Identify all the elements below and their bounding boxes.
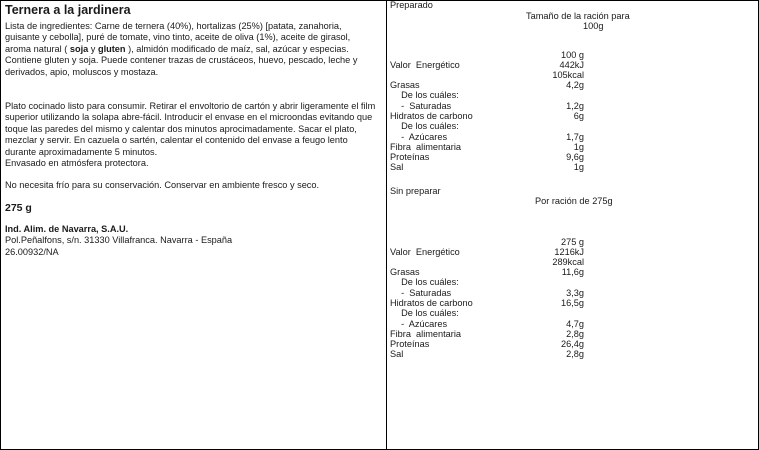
column-divider [386, 0, 387, 450]
row-label: Proteínas [390, 152, 430, 162]
row-value: 1g [573, 162, 584, 172]
net-weight: 275 g [5, 201, 32, 214]
packaging-note: Envasado en atmósfera protectora. [5, 158, 149, 169]
unprepared-base: 275 g [561, 237, 584, 247]
row-value: 2,8g [566, 349, 584, 359]
row-value: 2,8g [566, 329, 584, 339]
row-label: Hidratos de carbono [390, 298, 473, 308]
row-label: Grasas [390, 267, 420, 277]
row-value: 4,7g [566, 319, 584, 329]
row-label: Hidratos de carbono [390, 111, 473, 121]
row-label: De los cuáles: [396, 277, 459, 287]
prepared-base: 100 g [561, 50, 584, 60]
row-value: 105kcal [552, 70, 584, 80]
company-block [5, 224, 377, 258]
row-label: Fibra alimentaria [390, 142, 461, 152]
row-label: De los cuáles: [396, 90, 459, 100]
product-title: Ternera a la jardinera [5, 3, 131, 17]
unprepared-title: Sin preparar [390, 186, 441, 196]
product-info-column [5, 3, 377, 258]
row-value: 9,6g [566, 152, 584, 162]
unprepared-header: Por ración de 275g [535, 196, 613, 206]
row-value: 26,4g [561, 339, 584, 349]
row-value: 4,2g [566, 80, 584, 90]
row-value: 6g [573, 111, 584, 121]
storage-note: No necesita frío para su conservación. Conservar en ambiente fresco y seco. [5, 180, 320, 191]
row-label: Proteínas [390, 339, 430, 349]
row-value: 289kcal [552, 257, 584, 267]
allergen-gluten: gluten [97, 43, 126, 54]
row-label: - Azúcares [396, 319, 448, 329]
row-label: - Saturadas [396, 288, 452, 298]
row-label: Fibra alimentaria [390, 329, 461, 339]
row-label: - Azúcares [396, 132, 448, 142]
prepared-header-line2: 100g [583, 21, 604, 31]
row-value: 11,6g [561, 267, 584, 277]
row-value: 16,5g [561, 298, 584, 308]
prepared-header-line1: Tamaño de la ración para [526, 11, 630, 21]
row-label: Grasas [390, 80, 420, 90]
row-label: De los cuáles: [396, 121, 459, 131]
row-label: Valor Energético [390, 60, 460, 70]
prepared-title: Preparado [390, 0, 433, 10]
row-value: 1,7g [566, 132, 584, 142]
row-label: Valor Energético [390, 247, 460, 257]
row-label: Sal [390, 349, 404, 359]
row-label: De los cuáles: [396, 308, 459, 318]
row-label: - Saturadas [396, 101, 452, 111]
allergen-soja: soja [69, 43, 89, 54]
preparation-instructions: Plato cocinado listo para consumir. Retirar el envoltorio de cartón y abrir ligeramente el film superior utilizando la solapa abre-fácil. Introducir el envase en el microondas evitando que toque las paredes del mismo y calentar dos minutos aprocimadamente. Sacar el plato, mezclar y servir. En cazuela o sartén, calentar el contenido del envase a feugo lento durante aproximadamente 5 minutos. [5, 101, 376, 157]
company-address: Pol.Peñalfons, s/n. 31330 Villafranca. Navarra - España [5, 235, 233, 246]
ingredients-text: ), almidón modificado de maíz, sal, azúcar y especias. Contiene gluten y soja. Puede contener trazas de crustáceos, huevo, pescado, leche y derivados, apio, moluscos y mostaza. [5, 43, 358, 77]
row-value: 3,3g [566, 288, 584, 298]
row-value: 442kJ [559, 60, 584, 70]
company-name: Ind. Alim. de Navarra, S.A.U. [5, 223, 129, 234]
row-value: 1g [573, 142, 584, 152]
ingredients-list [5, 21, 377, 78]
row-label: Sal [390, 162, 404, 172]
company-registry: 26.00932/NA [5, 246, 59, 257]
row-value: 1,2g [566, 101, 584, 111]
ingredients-text: Lista de ingredientes: Carne de ternera (40%), hortalizas (25%) [patata, zanahoria, guisante y cebolla], puré de tomate, vino tinto, aceite de oliva (1%), aceite de girasol, aroma natural ( [5, 21, 351, 54]
row-value: 1216kJ [554, 247, 584, 257]
ingredients-text: y [88, 43, 98, 54]
